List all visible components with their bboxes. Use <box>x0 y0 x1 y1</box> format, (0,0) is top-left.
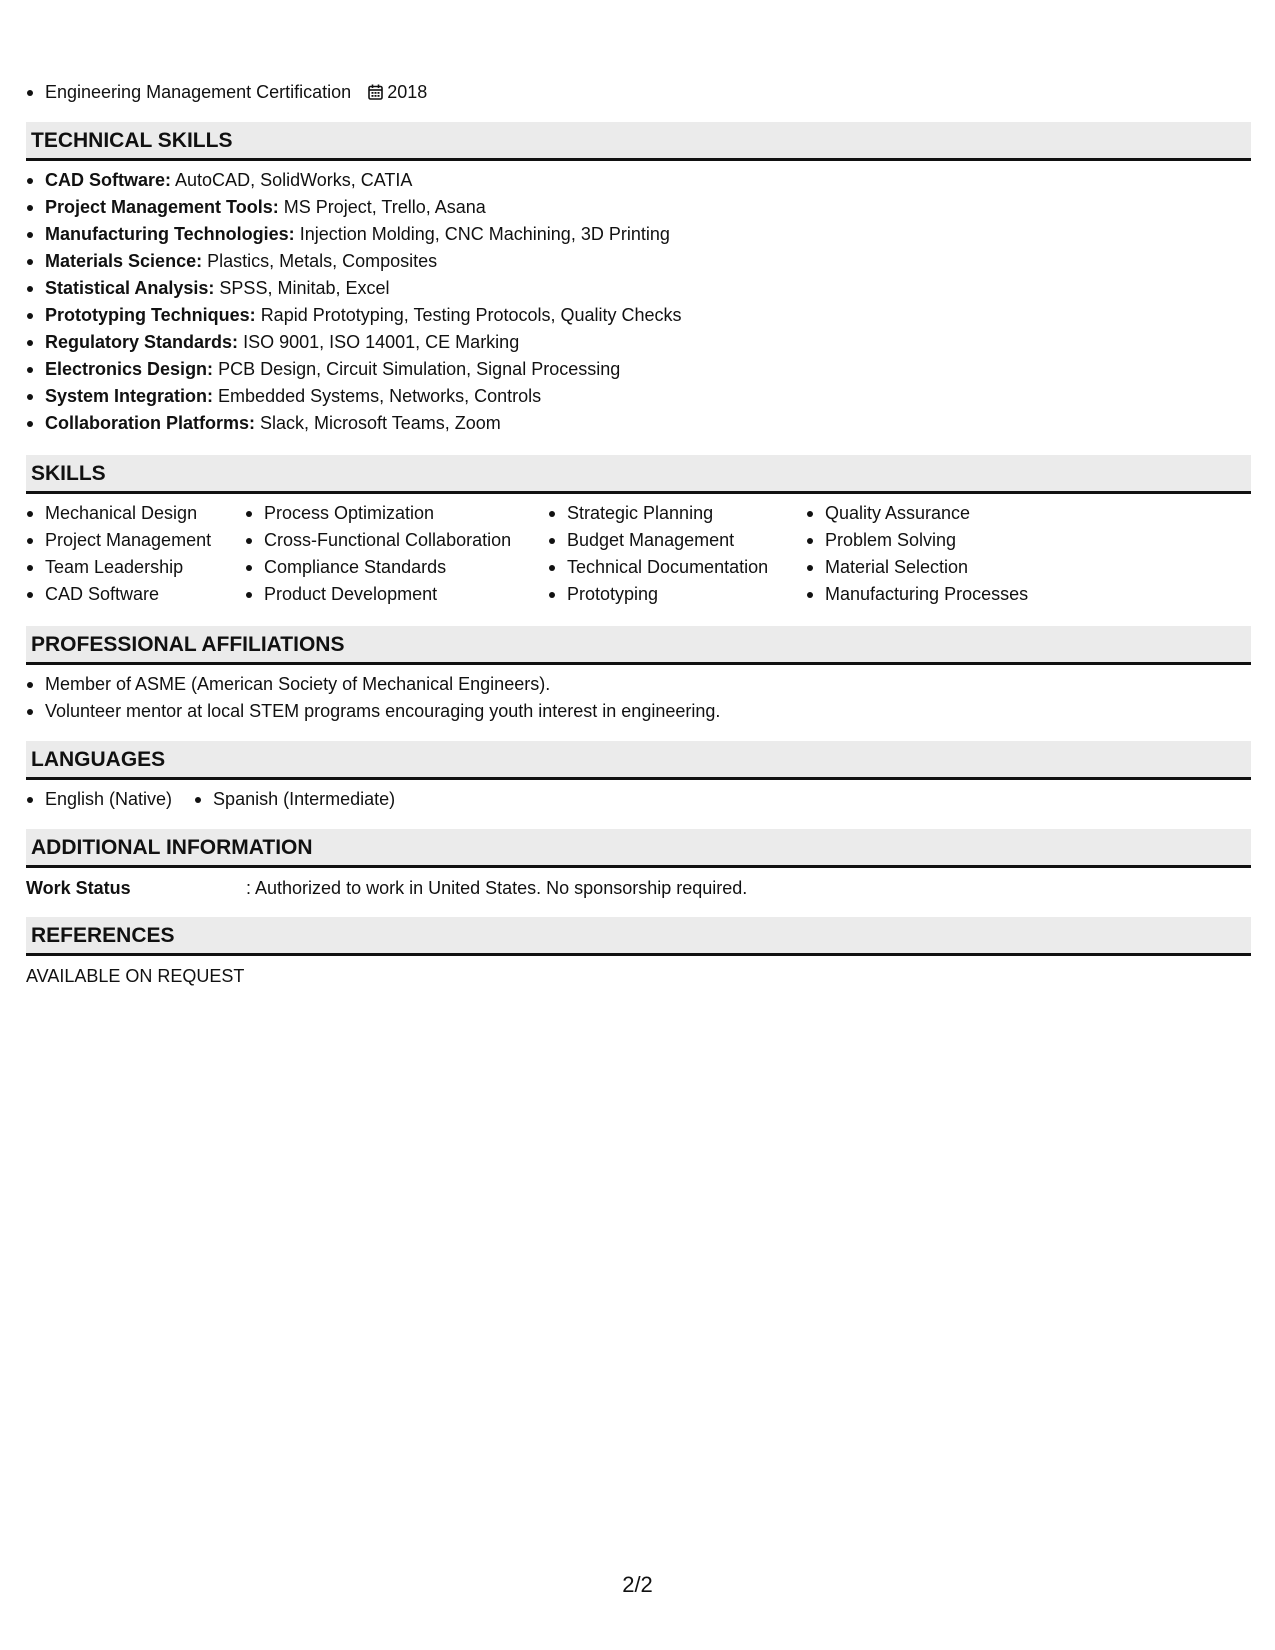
skills-grid <box>26 500 1066 608</box>
technical-skill-item <box>26 194 682 221</box>
skill-item: Technical Documentation <box>548 554 806 581</box>
technical-skill-label: System Integration: <box>45 386 214 406</box>
additional-info-header <box>26 829 1251 868</box>
skill-item: Compliance Standards <box>245 554 548 581</box>
languages-list <box>26 786 417 813</box>
references-text: AVAILABLE ON REQUEST <box>26 966 245 986</box>
skills-column <box>548 500 806 608</box>
technical-skill-label: Electronics Design: <box>45 359 214 379</box>
affiliations-list <box>26 671 720 725</box>
technical-skill-value: Embedded Systems, Networks, Controls <box>218 386 542 406</box>
technical-skill-value: AutoCAD, SolidWorks, CATIA <box>175 170 413 190</box>
skills-header <box>26 455 1251 494</box>
technical-skill-item <box>26 302 682 329</box>
skill-item: Project Management <box>26 527 245 554</box>
work-status-value: : Authorized to work in United States. No sponsorship required. <box>246 878 748 898</box>
skill-item: Team Leadership <box>26 554 245 581</box>
affiliation-item: Member of ASME (American Society of Mechanical Engineers). <box>26 671 720 698</box>
certification-year: 2018 <box>387 82 428 102</box>
technical-skill-label: Materials Science: <box>45 251 203 271</box>
affiliations-title: PROFESSIONAL AFFILIATIONS <box>31 633 345 656</box>
technical-skill-item <box>26 221 682 248</box>
technical-skill-value: PCB Design, Circuit Simulation, Signal Processing <box>218 359 621 379</box>
technical-skill-label: CAD Software: <box>45 170 172 190</box>
skill-item: Process Optimization <box>245 500 548 527</box>
certification-item <box>26 79 427 106</box>
technical-skill-value: SPSS, Minitab, Excel <box>219 278 390 298</box>
language-item: English (Native) <box>26 786 172 813</box>
technical-skills-header <box>26 122 1251 161</box>
technical-skill-value: Rapid Prototyping, Testing Protocols, Quality Checks <box>260 305 682 325</box>
calendar-icon <box>368 81 383 108</box>
skill-item: Budget Management <box>548 527 806 554</box>
skill-item: Cross-Functional Collaboration <box>245 527 548 554</box>
technical-skill-item <box>26 275 682 302</box>
technical-skill-label: Prototyping Techniques: <box>45 305 256 325</box>
technical-skill-value: Plastics, Metals, Composites <box>207 251 438 271</box>
technical-skills-title: TECHNICAL SKILLS <box>31 129 233 152</box>
skills-column <box>26 500 245 608</box>
technical-skill-label: Statistical Analysis: <box>45 278 215 298</box>
skills-column <box>806 500 1066 608</box>
language-item: Spanish (Intermediate) <box>194 786 395 813</box>
technical-skills-list <box>26 167 682 437</box>
skills-title: SKILLS <box>31 462 106 485</box>
certification-date <box>368 79 427 108</box>
affiliations-header <box>26 626 1251 665</box>
certification-name: Engineering Management Certification <box>45 82 352 102</box>
technical-skill-item <box>26 383 682 410</box>
certifications-list <box>26 79 427 106</box>
technical-skill-label: Manufacturing Technologies: <box>45 224 295 244</box>
skill-item: Material Selection <box>806 554 1066 581</box>
skill-item: Prototyping <box>548 581 806 608</box>
technical-skill-value: Injection Molding, CNC Machining, 3D Printing <box>299 224 670 244</box>
technical-skill-label: Regulatory Standards: <box>45 332 239 352</box>
skill-item: Mechanical Design <box>26 500 245 527</box>
skill-item: Product Development <box>245 581 548 608</box>
technical-skill-label: Project Management Tools: <box>45 197 279 217</box>
technical-skill-item <box>26 167 682 194</box>
affiliation-item: Volunteer mentor at local STEM programs encouraging youth interest in engineering. <box>26 698 720 725</box>
work-status-row <box>26 875 747 901</box>
page-number: 2/2 <box>622 1572 653 1597</box>
technical-skill-item <box>26 410 682 437</box>
technical-skill-value: MS Project, Trello, Asana <box>283 197 486 217</box>
languages-title: LANGUAGES <box>31 748 166 771</box>
skills-column <box>245 500 548 608</box>
skill-item: Strategic Planning <box>548 500 806 527</box>
skill-item: Problem Solving <box>806 527 1066 554</box>
technical-skill-value: Slack, Microsoft Teams, Zoom <box>260 413 501 433</box>
skill-item: Quality Assurance <box>806 500 1066 527</box>
skill-item: Manufacturing Processes <box>806 581 1066 608</box>
technical-skill-label: Collaboration Platforms: <box>45 413 256 433</box>
technical-skill-item <box>26 248 682 275</box>
additional-info-title: ADDITIONAL INFORMATION <box>31 836 313 859</box>
technical-skill-item <box>26 356 682 383</box>
references-header <box>26 917 1251 956</box>
skill-item: CAD Software <box>26 581 245 608</box>
languages-header <box>26 741 1251 780</box>
references-title: REFERENCES <box>31 924 175 947</box>
work-status-label: Work Status <box>26 878 131 898</box>
technical-skill-item <box>26 329 682 356</box>
technical-skill-value: ISO 9001, ISO 14001, CE Marking <box>243 332 520 352</box>
